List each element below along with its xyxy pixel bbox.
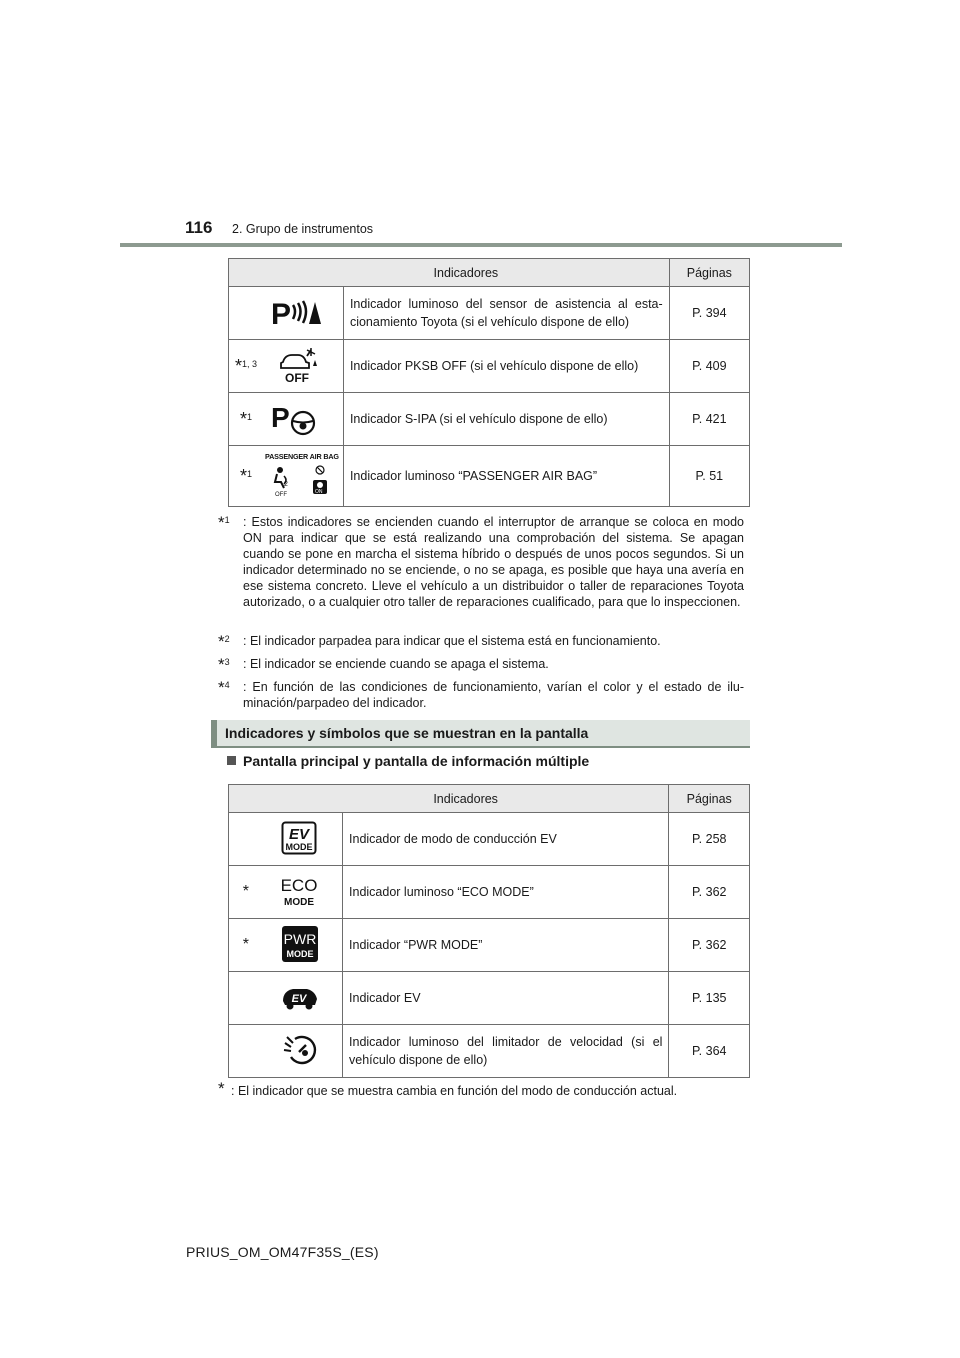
subheading-bar bbox=[211, 720, 750, 746]
footnote-bottom bbox=[218, 1079, 744, 1099]
icon-cell bbox=[263, 919, 343, 972]
asterisk-cell: * bbox=[229, 866, 263, 919]
footnote-text: : En función de las condiciones de funcionamiento, varían el color y el estado de ilu-minación/parpadeo del indicador. bbox=[243, 680, 744, 710]
bullet-heading: Pantalla principal y pantalla de información múltiple bbox=[227, 753, 589, 769]
header-blank bbox=[229, 785, 263, 813]
asterisk-cell bbox=[229, 287, 264, 340]
description-cell: Indicador luminoso del limitador de velocidad (si el vehículo dispone de ello) bbox=[343, 1025, 669, 1078]
footnote-2 bbox=[218, 633, 744, 649]
description-cell: Indicador EV bbox=[343, 972, 669, 1025]
footnote-mark: *$^3$ bbox=[218, 655, 230, 674]
square-bullet-icon bbox=[227, 756, 236, 765]
footnote-mark: * bbox=[218, 1079, 225, 1098]
page-cell: P. 421 bbox=[669, 393, 749, 446]
table-header-row bbox=[229, 785, 750, 813]
svg-text:MODE: MODE bbox=[283, 896, 314, 908]
svg-text:OFF: OFF bbox=[275, 491, 288, 498]
footnote-3 bbox=[218, 656, 744, 672]
description-cell: Indicador luminoso “PASSENGER AIR BAG” bbox=[343, 446, 669, 507]
footnote-mark: *$^2$ bbox=[218, 632, 230, 651]
page-cell: P. 51 bbox=[669, 446, 749, 507]
page-cell: P. 394 bbox=[669, 287, 749, 340]
footnote-mark: *$^4$ bbox=[218, 678, 230, 697]
speed-limiter-icon bbox=[283, 1033, 323, 1070]
page-cell: P. 362 bbox=[669, 866, 750, 919]
svg-text:PASSENGER AIR BAG: PASSENGER AIR BAG bbox=[265, 451, 340, 461]
header-blank bbox=[229, 259, 264, 287]
svg-text:MODE: MODE bbox=[286, 948, 314, 959]
icon-cell bbox=[263, 393, 343, 446]
svg-text:ON: ON bbox=[315, 488, 323, 495]
asterisk-cell bbox=[229, 1025, 263, 1078]
table-row bbox=[229, 340, 750, 393]
svg-text:P: P bbox=[271, 401, 290, 433]
table-header-row bbox=[229, 259, 750, 287]
svg-text:2: 2 bbox=[284, 480, 288, 488]
asterisk-cell bbox=[229, 972, 263, 1025]
page-cell: P. 364 bbox=[669, 1025, 750, 1078]
indicators-table-1 bbox=[228, 258, 750, 507]
section-title: 2. Grupo de instrumentos bbox=[232, 222, 374, 236]
ev-mode-icon bbox=[281, 821, 317, 858]
footnote-mark: *$^1$ bbox=[218, 513, 230, 532]
table-row bbox=[229, 446, 750, 507]
footnote-text: : Estos indicadores se encienden cuando el interruptor de arranque se coloca en modo ON para indicar que se está realizando una comprobación del sistema. Se apagan cuando se pone en marcha el sistema híbrido o después de unos pocos segundos. Si un indicador determinado no se enciende, o no se apaga, es posible que haya una avería en ese sistema concreto. Lleve el vehículo a un distribuidor o taller de reparaciones Toyota autorizado, o a cualquier otro taller de reparaciones cualificado, para que lo inspeccionen. bbox=[243, 515, 744, 609]
header-indicators: Indicadores bbox=[263, 259, 669, 287]
asterisk-cell: *$^1$ bbox=[229, 393, 264, 446]
parking-sensor-icon bbox=[267, 295, 327, 332]
header-pages: Páginas bbox=[669, 785, 750, 813]
footnote-4 bbox=[218, 679, 744, 711]
s-ipa-icon bbox=[267, 399, 327, 440]
icon-cell bbox=[263, 287, 343, 340]
svg-text:EV: EV bbox=[291, 992, 307, 1005]
page-number: 116 bbox=[185, 218, 213, 237]
page-cell: P. 135 bbox=[669, 972, 750, 1025]
asterisk-cell: * bbox=[229, 919, 263, 972]
svg-text:PWR: PWR bbox=[283, 930, 317, 947]
icon-cell bbox=[263, 972, 343, 1025]
page-cell: P. 258 bbox=[669, 813, 750, 866]
description-cell: Indicador luminoso del sensor de asistencia al esta-cionamiento Toyota (si el vehículo dispone de ello) bbox=[343, 287, 669, 340]
svg-text:ECO: ECO bbox=[280, 875, 317, 895]
subheading-accent bbox=[211, 720, 217, 746]
page-cell: P. 362 bbox=[669, 919, 750, 972]
asterisk-cell bbox=[229, 813, 263, 866]
icon-cell bbox=[263, 1025, 343, 1078]
ev-indicator-icon bbox=[279, 983, 319, 1014]
table-row bbox=[229, 287, 750, 340]
eco-mode-icon bbox=[281, 874, 317, 911]
footnote-1 bbox=[218, 514, 744, 610]
table-row bbox=[229, 919, 750, 972]
description-cell: Indicador S-IPA (si el vehículo dispone de ello) bbox=[343, 393, 669, 446]
table-row bbox=[229, 393, 750, 446]
description-cell: Indicador PKSB OFF (si el vehículo dispone de ello) bbox=[343, 340, 669, 393]
pwr-mode-icon bbox=[281, 925, 319, 966]
header-indicators: Indicadores bbox=[263, 785, 669, 813]
table-row bbox=[229, 1025, 750, 1078]
table-row bbox=[229, 972, 750, 1025]
svg-text:P: P bbox=[271, 297, 292, 329]
description-cell: Indicador “PWR MODE” bbox=[343, 919, 669, 972]
footnote-text: : El indicador se enciende cuando se apaga el sistema. bbox=[243, 657, 549, 671]
description-cell: Indicador de modo de conducción EV bbox=[343, 813, 669, 866]
description-cell: Indicador luminoso “ECO MODE” bbox=[343, 866, 669, 919]
pksb-off-icon bbox=[267, 346, 327, 387]
passenger-airbag-icon bbox=[265, 450, 341, 503]
header-pages: Páginas bbox=[669, 259, 749, 287]
asterisk-cell: *$^{1, 3}$ bbox=[229, 340, 264, 393]
svg-text:MODE: MODE bbox=[285, 841, 313, 852]
footnote-text: : El indicador parpadea para indicar que el sistema está en funcionamiento. bbox=[243, 634, 661, 648]
footnote-text: : El indicador que se muestra cambia en función del modo de conducción actual. bbox=[231, 1084, 678, 1098]
icon-cell bbox=[263, 866, 343, 919]
icon-cell bbox=[263, 446, 343, 507]
icon-cell bbox=[263, 340, 343, 393]
icon-cell bbox=[263, 813, 343, 866]
subheading-title: Indicadores y símbolos que se muestran en la pantalla bbox=[225, 725, 589, 741]
svg-text:EV: EV bbox=[288, 825, 309, 843]
header-rule bbox=[120, 243, 842, 247]
svg-text:OFF: OFF bbox=[285, 370, 310, 384]
asterisk-cell: *$^1$ bbox=[229, 446, 264, 507]
document-code: PRIUS_OM_OM47F35S_(ES) bbox=[186, 1244, 379, 1260]
table-row bbox=[229, 813, 750, 866]
page-cell: P. 409 bbox=[669, 340, 749, 393]
subheading-underline bbox=[211, 746, 750, 748]
table-row bbox=[229, 866, 750, 919]
indicators-table-2 bbox=[228, 784, 750, 1078]
